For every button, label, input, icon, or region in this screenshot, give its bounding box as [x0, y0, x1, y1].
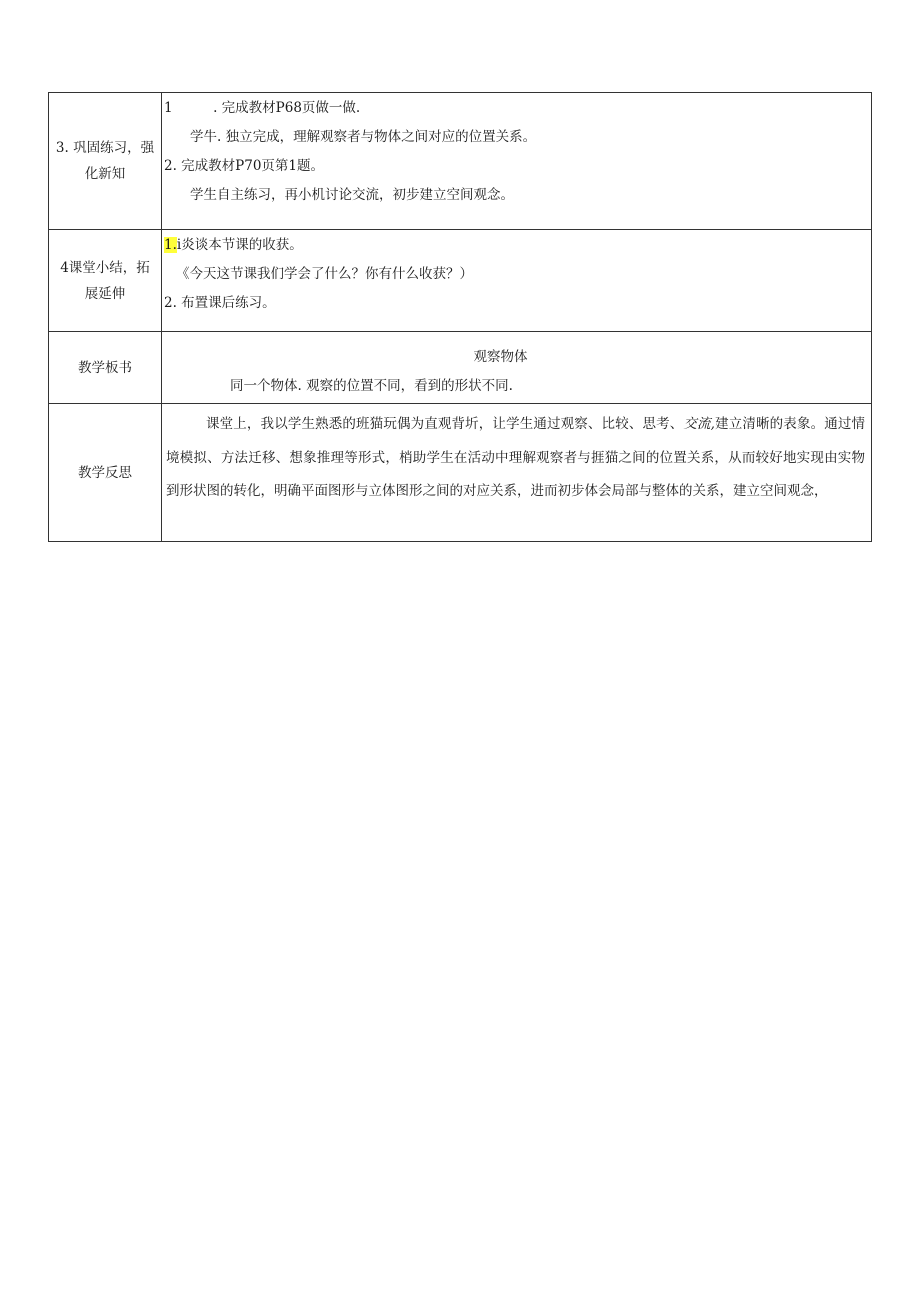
row-label-reflection: 教学反思	[49, 404, 162, 542]
row-label-summary: 4课堂小结，拓展延伸	[49, 230, 162, 332]
reflection-text-b: 建立清晰的表象。通过情境模拟、方法迁移、想象推理等形式，梢助学生在活动中理解观察者与捱猫之间的位置关系，从而较好地实现由实物到形状图的转化，明确平面图形与立体图形之间的对应关系，进而初步体会局部与整体的关系，建立空间观念，	[166, 416, 866, 499]
practice-line-4: 学生自主练习，再小机讨论交流，初步建立空间观念。	[190, 187, 514, 203]
row-label-practice: 3. 巩固练习，强化新知	[49, 93, 162, 230]
row-label-board: 教学板书	[49, 332, 162, 404]
table-row-reflection	[49, 404, 872, 542]
row-content-board	[162, 332, 872, 404]
table-row-summary	[49, 230, 872, 332]
table-row-board	[49, 332, 872, 404]
summary-line-2: 《今天这节课我们学会了什么？你有什么收获？）	[176, 266, 473, 282]
practice-line-2: 学牛. 独立完成，理解观察者与物体之间对应的位置关系。	[190, 129, 537, 145]
lesson-plan-table	[48, 92, 872, 542]
practice-line-1: 1 . 完成教材P68页做一做.	[164, 100, 361, 116]
reflection-paragraph	[164, 406, 867, 509]
summary-line-1	[164, 232, 867, 258]
row-content-practice	[162, 93, 872, 230]
practice-line-3: 2. 完成教材P70页第1题。	[164, 158, 325, 174]
reflection-text-italic: 交流,	[683, 416, 715, 432]
table-row-practice	[49, 93, 872, 230]
highlighted-number: 1.	[164, 237, 177, 253]
reflection-text-a: 课堂上，我以学生熟悉的班猫玩偶为直观背圻，让学生通过观察、比较、思考、	[206, 416, 684, 432]
summary-line-1-text: i炎谈本节课的收获。	[176, 237, 303, 253]
board-title: 观察物体	[473, 349, 528, 365]
row-content-reflection	[162, 404, 872, 542]
row-content-summary	[162, 230, 872, 332]
summary-line-3: 2. 布置课后练习。	[164, 295, 276, 311]
board-subtitle: 同一个物体. 观察的位置不同，看到的形状不同.	[230, 378, 513, 394]
